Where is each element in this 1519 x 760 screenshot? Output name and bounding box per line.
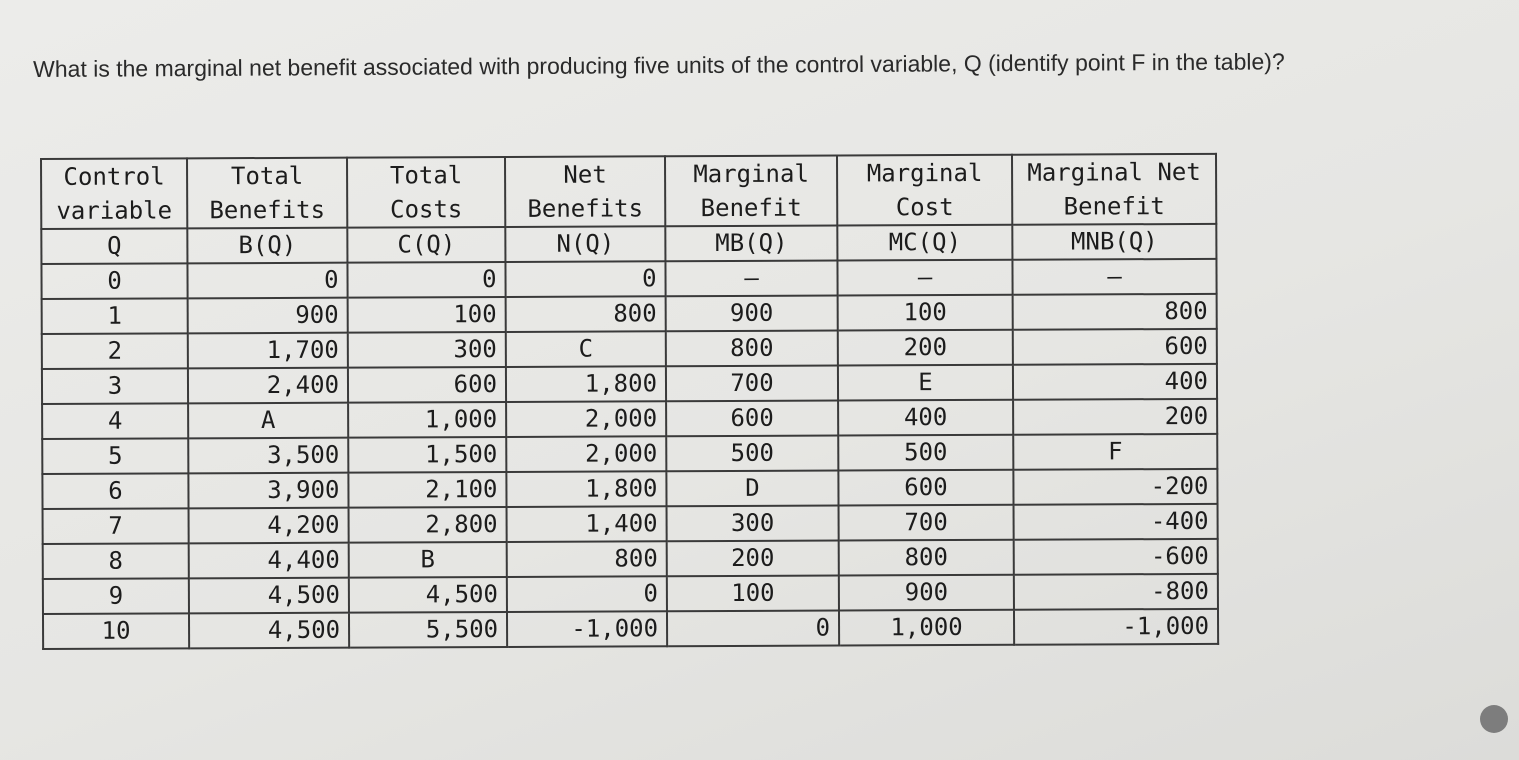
scroll-indicator-dot	[1480, 705, 1508, 733]
table-row	[42, 329, 1217, 369]
table-cell: 0	[41, 263, 187, 299]
table-cell: 0	[187, 263, 347, 299]
table-cell: 100	[348, 297, 506, 333]
table-cell: 700	[666, 366, 838, 402]
header-label: Costs	[390, 195, 463, 224]
table-cell: 4,500	[189, 613, 349, 649]
table-cell: 4,400	[189, 543, 349, 579]
table-cell: -600	[1014, 539, 1218, 575]
table-cell: 8	[43, 543, 189, 579]
table-row	[42, 434, 1217, 474]
point-f-cell: F	[1013, 434, 1217, 470]
table-cell: 4,500	[349, 577, 507, 613]
table-cell: 5,500	[349, 612, 507, 648]
table-cell: 1,800	[506, 471, 666, 507]
table-cell: 5	[42, 438, 188, 474]
header-label: Benefits	[209, 195, 326, 225]
table-cell: 300	[667, 506, 839, 542]
table-cell: 200	[838, 330, 1013, 366]
point-b-cell: B	[349, 542, 507, 578]
table-cell: –	[837, 260, 1012, 296]
table-cell: 2,100	[348, 472, 506, 508]
table-cell: 4,500	[189, 578, 349, 614]
table-cell: 3,900	[188, 473, 348, 509]
header-label: Net	[563, 160, 607, 189]
table-cell: 7	[43, 508, 189, 544]
point-d-cell: D	[666, 471, 838, 507]
header-cell-control-variable	[41, 158, 187, 229]
table-row	[43, 574, 1218, 614]
table-cell: 300	[348, 332, 506, 368]
header-symbol: MNB(Q)	[1012, 224, 1216, 260]
header-symbol: N(Q)	[505, 226, 665, 262]
table-cell: 500	[838, 435, 1013, 471]
point-c-cell: C	[506, 331, 666, 367]
table-cell: 800	[507, 541, 667, 577]
table-cell: 600	[1013, 329, 1217, 365]
table-cell: 600	[666, 401, 838, 437]
table-cell: 3,500	[188, 438, 348, 474]
table-cell: 800	[839, 540, 1014, 576]
table-cell: 900	[188, 298, 348, 334]
header-label: variable	[56, 196, 173, 225]
header-symbol: MC(Q)	[837, 225, 1012, 261]
table-row	[43, 504, 1218, 544]
header-label: Marginal	[866, 158, 983, 188]
table-cell: -400	[1014, 504, 1218, 540]
table-cell: 4	[42, 403, 188, 439]
table-cell: 1,700	[188, 333, 348, 369]
header-cell-total-costs	[347, 157, 505, 228]
table-row	[43, 609, 1218, 649]
header-label: Total	[230, 161, 304, 191]
table-cell: 0	[505, 261, 665, 297]
table-cell: 2	[42, 333, 188, 369]
point-a-cell: A	[188, 403, 348, 439]
header-cell-marginal-benefit	[665, 156, 837, 227]
symbol-row	[41, 224, 1216, 264]
table-cell: 700	[839, 505, 1014, 541]
table-row	[42, 364, 1217, 404]
table-cell: 1,800	[506, 366, 666, 402]
header-symbol: Q	[41, 228, 187, 264]
data-table-container	[40, 153, 1219, 650]
table-cell: 600	[348, 367, 506, 403]
question-text: What is the marginal net benefit associated with producing five units of the control variable, Q (identify point F in the table)?	[33, 48, 1285, 82]
table-cell: 400	[838, 400, 1013, 436]
table-cell: 800	[506, 296, 666, 332]
table-cell: 0	[507, 576, 667, 612]
table-row	[42, 294, 1217, 334]
header-label: Total	[389, 161, 463, 190]
header-cell-total-benefits	[187, 158, 347, 229]
header-label: Marginal Net	[1027, 157, 1201, 187]
table-cell: 200	[1013, 399, 1217, 435]
header-symbol: B(Q)	[187, 228, 347, 264]
header-cell-marginal-cost	[837, 155, 1012, 226]
table-cell: 800	[1013, 294, 1217, 330]
table-row	[42, 399, 1217, 439]
table-cell: 2,000	[506, 401, 666, 437]
table-cell: 0	[347, 262, 505, 298]
table-cell: 2,800	[349, 507, 507, 543]
header-cell-marginal-net-benefit	[1012, 154, 1216, 225]
header-label: Benefit	[1063, 192, 1165, 221]
table-cell: 500	[666, 436, 838, 472]
table-cell: 2,400	[188, 368, 348, 404]
table-cell: 0	[667, 611, 839, 647]
header-label: Control	[63, 162, 165, 191]
header-row	[41, 154, 1216, 229]
table-row	[43, 539, 1218, 579]
table-cell: 1,000	[839, 610, 1014, 646]
table-cell: 800	[666, 331, 838, 367]
table-cell: 1,500	[348, 437, 506, 473]
table-cell: 900	[666, 296, 838, 332]
header-label: Benefits	[527, 194, 644, 223]
data-table	[40, 153, 1219, 650]
table-cell: -200	[1013, 469, 1217, 505]
table-cell: 600	[838, 470, 1013, 506]
table-cell: 400	[1013, 364, 1217, 400]
table-row	[41, 259, 1216, 299]
header-label: Cost	[895, 193, 954, 222]
table-cell: -1,000	[1014, 609, 1218, 645]
table-cell: 2,000	[506, 436, 666, 472]
table-cell: 9	[43, 578, 189, 614]
table-cell: 200	[667, 541, 839, 577]
table-cell: 4,200	[189, 508, 349, 544]
table-row	[42, 469, 1217, 509]
table-cell: -800	[1014, 574, 1218, 610]
table-cell: 100	[667, 576, 839, 612]
table-cell: 10	[43, 613, 189, 649]
header-label: Marginal	[693, 159, 809, 189]
header-symbol: C(Q)	[347, 227, 505, 263]
header-label: Benefit	[700, 193, 802, 223]
table-cell: -1,000	[507, 611, 667, 647]
table-cell: 6	[42, 473, 188, 509]
table-cell: –	[1012, 259, 1216, 295]
table-cell: 900	[839, 575, 1014, 611]
table-cell: 1,400	[507, 506, 667, 542]
table-cell: 100	[838, 295, 1013, 331]
header-symbol: MB(Q)	[665, 226, 837, 262]
point-e-cell: E	[838, 365, 1013, 401]
table-cell: 1,000	[348, 402, 506, 438]
table-cell: 3	[42, 368, 188, 404]
table-cell: –	[665, 261, 837, 297]
table-cell: 1	[42, 298, 188, 334]
header-cell-net-benefits	[505, 156, 665, 227]
